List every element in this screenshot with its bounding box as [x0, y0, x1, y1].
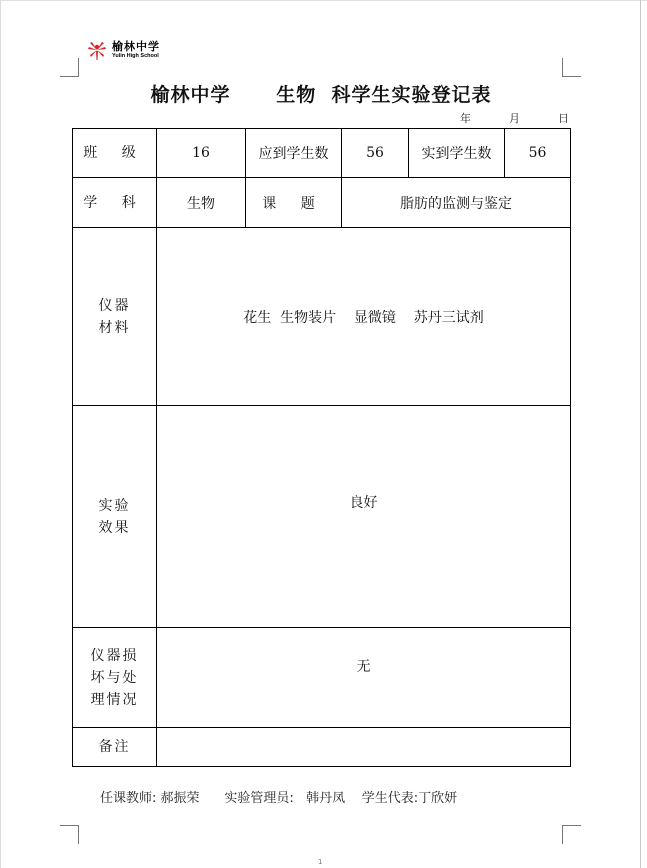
expected-students-label: 应到学生数: [246, 129, 342, 178]
table-row-remarks: [73, 728, 571, 767]
page-right-edge: [640, 0, 641, 868]
effect-label-line-1: 实验: [98, 497, 131, 514]
effect-label-line-2: 效果: [98, 519, 131, 536]
damage-label: [73, 628, 157, 728]
teacher-name[interactable]: 郝振荣: [160, 791, 200, 806]
page-number: 1: [318, 858, 323, 866]
topic-label: 课 题: [246, 178, 342, 228]
actual-students-label: 实到学生数: [409, 129, 505, 178]
subject-value[interactable]: 生物: [157, 178, 246, 228]
date-line: [460, 110, 569, 126]
class-label: 班 级: [73, 129, 157, 178]
school-emblem-icon: [86, 39, 108, 61]
effect-value[interactable]: 良好: [157, 406, 571, 628]
title-subject: 生物: [276, 84, 317, 106]
class-value[interactable]: 16: [157, 129, 246, 178]
remarks-value[interactable]: [157, 728, 571, 767]
crop-mark-top-left: [60, 58, 79, 77]
damage-label-line-3: 理情况: [90, 691, 139, 708]
damage-value[interactable]: 无: [157, 628, 571, 728]
topic-value[interactable]: 脂肪的监测与鉴定: [342, 178, 571, 228]
date-day: 日: [558, 112, 569, 125]
student-name[interactable]: 丁欣妍: [418, 791, 458, 806]
damage-label-line-1: 仪器损: [90, 647, 139, 664]
remarks-label: 备注: [73, 728, 157, 767]
materials-value[interactable]: 花生 生物装片 显微镜 苏丹三试剂: [157, 228, 571, 406]
crop-mark-bottom-right: [562, 825, 581, 844]
manager-name[interactable]: 韩丹凤: [306, 791, 346, 806]
table-row-damage: [73, 628, 571, 728]
logo-school-name-en: Yulin High School: [112, 52, 159, 59]
crop-mark-top-right: [562, 58, 581, 77]
school-logo: [86, 37, 160, 63]
effect-label: [73, 406, 157, 628]
table-row-materials: [73, 228, 571, 406]
signature-line: [100, 787, 457, 806]
page-top-edge: [0, 0, 647, 1]
subject-label: 学 科: [73, 178, 157, 228]
materials-label-line-2: 材料: [98, 319, 131, 336]
manager-label: 实验管理员:: [224, 791, 294, 806]
materials-label: [73, 228, 157, 406]
form-title: [72, 80, 570, 107]
date-month: 月: [509, 112, 520, 125]
teacher-label: 任课教师:: [100, 791, 157, 806]
materials-label-line-1: 仪器: [98, 297, 131, 314]
damage-label-line-2: 坏与处: [90, 669, 139, 686]
student-label: 学生代表:: [361, 791, 419, 806]
table-row-class: [73, 129, 571, 178]
logo-school-name-cn: 榆林中学: [112, 39, 160, 53]
expected-students-value[interactable]: 56: [342, 129, 409, 178]
title-school: 榆林中学: [150, 84, 231, 106]
actual-students-value[interactable]: 56: [505, 129, 571, 178]
page-left-edge: [0, 0, 1, 868]
crop-mark-bottom-left: [60, 825, 79, 844]
date-year: 年: [460, 112, 471, 125]
table-row-subject: [73, 178, 571, 228]
registration-table: [72, 128, 571, 767]
title-main: 科学生实验登记表: [331, 84, 492, 106]
table-row-effect: [73, 406, 571, 628]
